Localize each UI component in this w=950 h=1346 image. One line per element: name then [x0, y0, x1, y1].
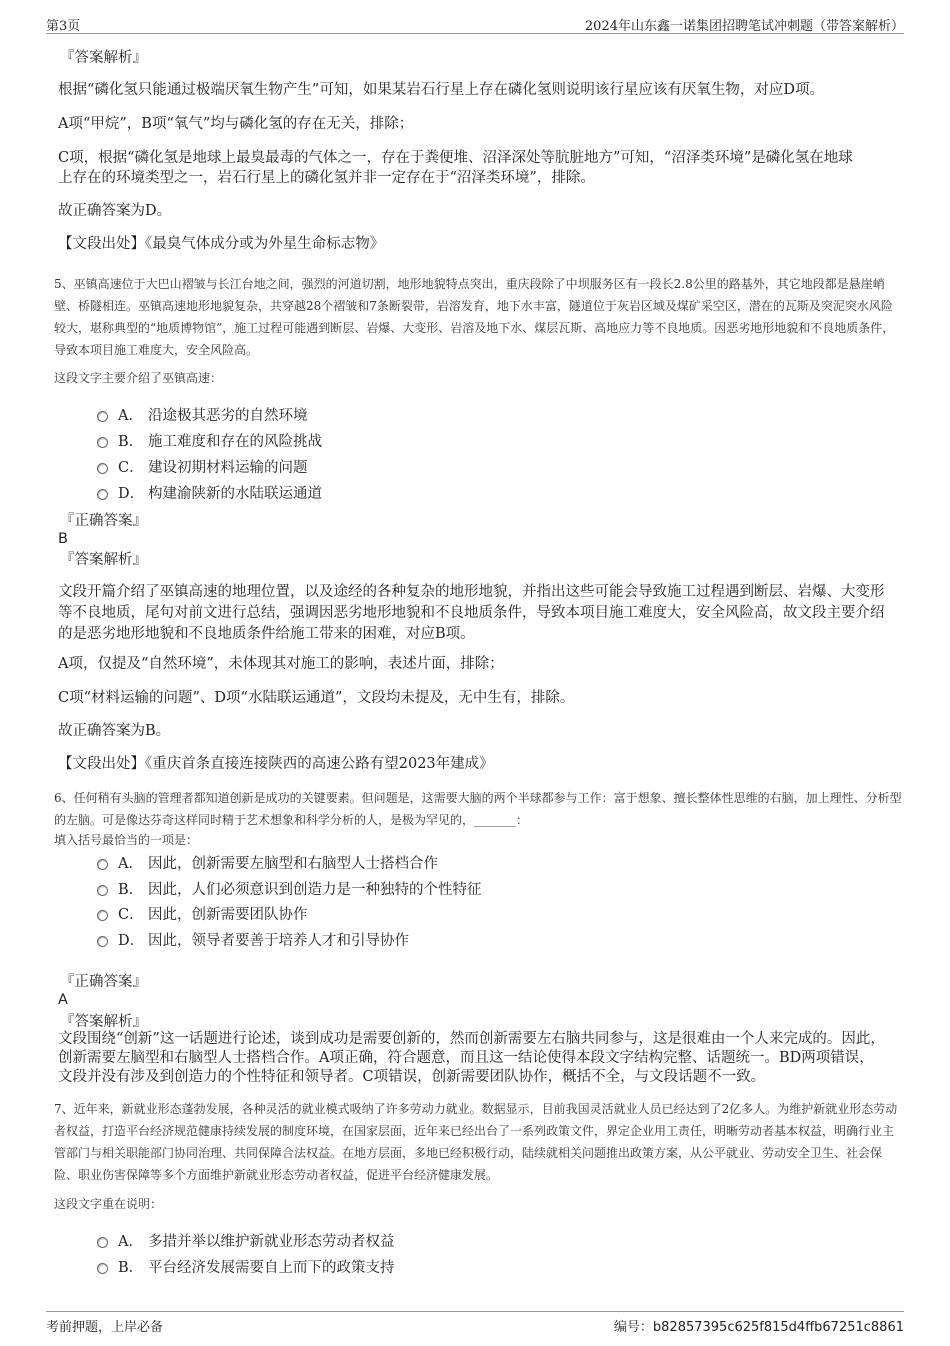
- option-letter: B．: [118, 882, 144, 898]
- option-text: 建设初期材料运输的问题: [148, 460, 308, 476]
- option-a[interactable]: [97, 1230, 395, 1251]
- correct-answer: B: [58, 531, 68, 547]
- radio-button-icon[interactable]: [97, 1263, 108, 1274]
- option-c[interactable]: [97, 456, 308, 477]
- option-letter: A．: [118, 408, 143, 424]
- option-letter: C．: [118, 460, 144, 476]
- option-letter: C．: [118, 907, 144, 923]
- option-letter: B．: [118, 434, 144, 450]
- analysis-label: 『答案解析』: [60, 552, 147, 568]
- option-letter: D．: [118, 486, 145, 502]
- radio-button-icon[interactable]: [97, 910, 108, 921]
- analysis-paragraph: A项，仅提及“自然环境”，未体现其对施工的影响，表述片面，排除；: [58, 656, 504, 672]
- analysis-paragraph: 文段开篇介绍了巫镇高速的地理位置，以及途经的各种复杂的地形地貌，并指出这些可能会导致施工过程遇到断层、岩爆、大变形等不良地质，尾句对前文进行总结，强调因恶劣地形地貌和不良地质条件，导致本项目施工难度大，安全风险高，故文段主要介绍的是恶劣地形地貌和不良地质条件给施工带来的困难，对应B项。: [58, 584, 885, 642]
- page-footer: [46, 1311, 904, 1346]
- analysis-paragraph: 文段围绕“创新”这一话题进行论述，谈到成功是需要创新的，然而创新需要左右脑共同参与，这是很难由一个人来完成的。因此，创新需要左脑型和右脑型人士搭档合作。A项正确，符合题意，而且这一结论使得本段文字结构完整、话题统一。BD两项错误，文段并没有涉及到创造力的个性特征和领导者。C项错误，创新需要团队协作，概括不全，与文段话题不一致。: [58, 1031, 885, 1085]
- correct-answer: A: [58, 992, 68, 1008]
- document-id: 编号：b82857395c625f815d4ffb67251c8861: [613, 1320, 904, 1335]
- radio-button-icon[interactable]: [97, 936, 108, 947]
- option-text: 因此，创新需要团队协作: [148, 907, 308, 923]
- option-b[interactable]: [97, 1256, 395, 1277]
- option-b[interactable]: [97, 878, 482, 899]
- analysis-paragraph: C项“材料运输的问题”、D项“水陆联运通道”，文段均未提及，无中生有，排除。: [58, 690, 575, 706]
- option-text: 因此，人们必须意识到创造力是一种独特的个性特征: [148, 882, 482, 898]
- page-number: 第3页: [46, 19, 81, 34]
- radio-button-icon[interactable]: [97, 1237, 108, 1248]
- radio-button-icon[interactable]: [97, 489, 108, 500]
- option-text: 平台经济发展需要自上而下的政策支持: [148, 1260, 395, 1276]
- option-text: 因此，创新需要左脑型和右脑型人士搭档合作: [148, 856, 438, 872]
- option-a[interactable]: [97, 404, 308, 425]
- analysis-paragraph: C项，根据“磷化氢是地球上最臭最毒的气体之一，存在于粪便堆、沼泽深处等肮脏地方”可知，“沼泽类环境”是磷化氢在地球: [58, 150, 853, 166]
- radio-button-icon[interactable]: [97, 411, 108, 422]
- radio-button-icon[interactable]: [97, 437, 108, 448]
- option-text: 施工难度和存在的风险挑战: [148, 434, 322, 450]
- question-7-text: 7、近年来，新就业形态蓬勃发展，各种灵活的就业模式吸纳了许多劳动力就业。数据显示，目前我国灵活就业人员已经达到了2亿多人。为维护新就业形态劳动者权益，打造平台经济规范健康持续发展的制度环境，在国家层面，近年来已经出台了一系列政策文件，界定企业用工责任，明晰劳动者基本权益，明确行业主管部门与相关职能部门协同治理、共同保障合法权益。在地方层面，多地已经积极行动，陆续就相关问题推出政策方案，从公平就业、劳动安全卫生、社会保险、职业伤害保障等多个方面维护新就业形态劳动者权益，促进平台经济健康发展。: [54, 1102, 898, 1182]
- document-title: 2024年山东鑫一诺集团招聘笔试冲刺题（带答案解析）: [584, 19, 904, 34]
- analysis-paragraph: 上存在的环境类型之一，岩石行星上的磷化氢并非一定存在于“沼泽类环境”，排除。: [58, 170, 595, 186]
- option-text: 沿途极其恶劣的自然环境: [148, 408, 308, 424]
- option-letter: D．: [118, 933, 145, 949]
- radio-button-icon[interactable]: [97, 885, 108, 896]
- option-d[interactable]: [97, 929, 409, 950]
- question-5-prompt: 这段文字主要介绍了巫镇高速：: [54, 371, 223, 385]
- source-citation: 【文段出处】《重庆首条直接连接陕西的高速公路有望2023年建成》: [58, 756, 494, 772]
- option-letter: A．: [118, 1234, 143, 1250]
- option-text: 构建渝陕新的水陆联运通道: [148, 486, 322, 502]
- option-letter: A．: [118, 856, 143, 872]
- option-d[interactable]: [97, 482, 322, 503]
- question-5-text: 5、巫镇高速位于大巴山褶皱与长江台地之间，强烈的河道切割，地形地貌特点突出，重庆段除了中坝服务区有一段长2.8公里的路基外，其它地段都是悬崖峭壁、桥隧相连。巫镇高速地形地貌复杂，共穿越28个褶皱和7条断裂带，岩溶发育，地下水丰富，隧道位于灰岩区域及煤矿采空区，潜在的瓦斯及突泥突水风险较大，堪称典型的“地质博物馆”，施工过程可能遇到断层、岩爆、大变形、岩溶及地下水、煤层瓦斯、高地应力等不良地质。因恶劣地形地貌和不良地质条件，导致本项目施工难度大，安全风险高。: [54, 277, 895, 357]
- question-7-prompt: 这段文字重在说明：: [54, 1197, 163, 1211]
- question-6-text: 6、任何稍有头脑的管理者都知道创新是成功的关键要素。但问题是，这需要大脑的两个半球都参与工作：富于想象、擅长整体性思维的右脑，加上理性、分析型的左脑。可是像达芬奇这样同时精于艺术想象和科学分析的人，是极为罕见的，_______：: [54, 791, 902, 827]
- analysis-paragraph: 根据“磷化氢只能通过极端厌氧生物产生”可知，如果某岩石行星上存在磷化氢则说明该行星应该有厌氧生物，对应D项。: [58, 82, 824, 98]
- analysis-paragraph: A项“甲烷”，B项“氧气”均与磷化氢的存在无关，排除；: [58, 116, 414, 132]
- radio-button-icon[interactable]: [97, 463, 108, 474]
- analysis-label: 『答案解析』: [60, 1014, 147, 1030]
- correct-answer-label: 『正确答案』: [60, 513, 147, 529]
- page-header: [46, 0, 904, 34]
- option-text: 多措并举以维护新就业形态劳动者权益: [148, 1234, 395, 1250]
- correct-answer-label: 『正确答案』: [60, 974, 147, 990]
- footer-slogan: 考前押题，上岸必备: [46, 1320, 164, 1335]
- answer-statement: 故正确答案为B。: [58, 723, 171, 739]
- option-c[interactable]: [97, 903, 308, 924]
- option-letter: B．: [118, 1260, 144, 1276]
- option-text: 因此，领导者要善于培养人才和引导协作: [148, 933, 409, 949]
- source-citation: 【文段出处】《最臭气体成分或为外星生命标志物》: [58, 236, 385, 252]
- answer-statement: 故正确答案为D。: [58, 203, 172, 219]
- radio-button-icon[interactable]: [97, 859, 108, 870]
- option-b[interactable]: [97, 430, 322, 451]
- option-a[interactable]: [97, 852, 438, 873]
- analysis-label: 『答案解析』: [60, 50, 147, 66]
- question-6-prompt: 填入括号最恰当的一项是：: [54, 833, 199, 847]
